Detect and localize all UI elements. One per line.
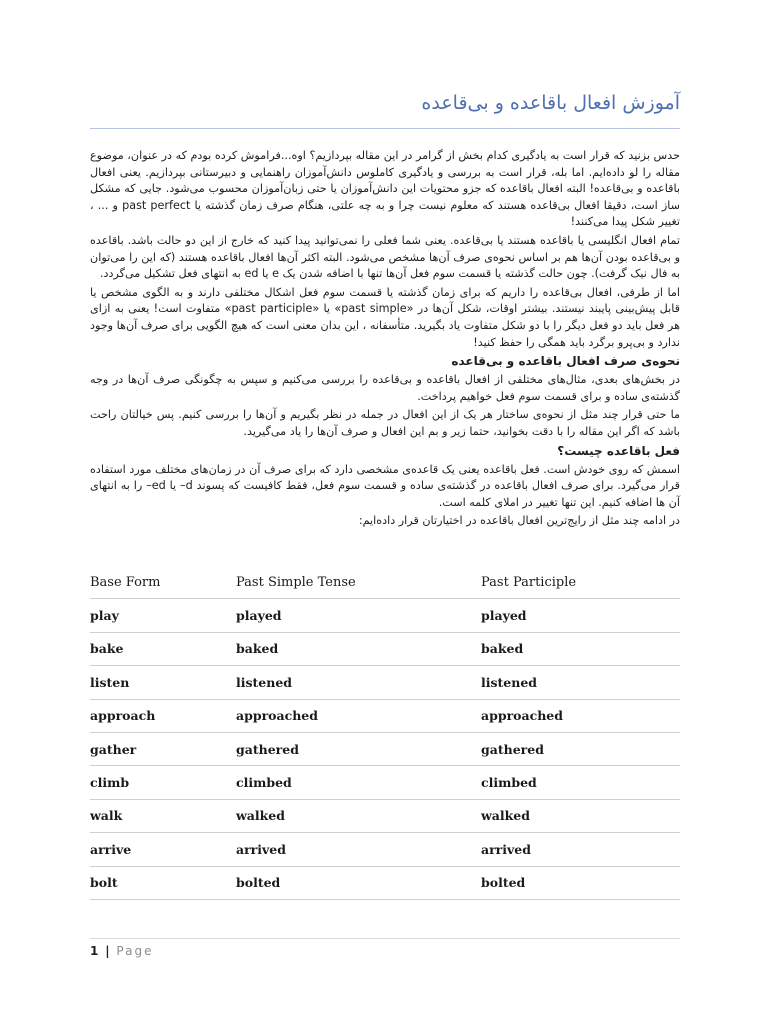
cell-base-form: climb xyxy=(90,766,236,799)
cell-past-simple: arrived xyxy=(236,833,481,866)
regular-verbs-table xyxy=(90,566,680,900)
cell-base-form: play xyxy=(90,599,236,632)
cell-past-participle: gathered xyxy=(481,732,680,765)
paragraph-regular-irregular: تمام افعال انگلیسی یا باقاعده هستند یا بی‌قاعده. یعنی شما فعلی را نمی‌توانید پیدا کنید که خارج از این دو حالت باشد. باقاعده و بی‌قاعده بودن آن‌ها هم بر اساس نحوه‌ی صرف آن‌ها مشخص می‌شود. البته اکثر آن‌ها افعال باقاعده هستند (که این را می‌توان به فال نیک گرفت). چون حالت گذشته یا قسمت سوم فعل آن‌ها تنها با اضافه شدن یک e یا ed به انتهای فعل تشکیل می‌گردد. xyxy=(90,233,680,281)
footer-separator: | xyxy=(105,944,110,958)
table-row xyxy=(90,599,680,632)
paragraph-table-intro: در ادامه چند مثل از رایج‌ترین افعال باقاعده در اختیارتان قرار داده‌ایم: xyxy=(358,514,680,528)
document-title: آموزش افعال باقاعده و بی‌قاعده xyxy=(421,92,680,114)
cell-base-form: bake xyxy=(90,632,236,665)
heading-conjugation: نحوه‌ی صرف افعال باقاعده و بی‌قاعده xyxy=(451,354,680,369)
table-row xyxy=(90,666,680,699)
table-row xyxy=(90,766,680,799)
paragraph-next-sections: در بخش‌های بعدی، مثال‌های مختلفی از افعال باقاعده و بی‌قاعده را بررسی می‌کنیم و سپس به چگونگی صرف آن‌ها در وجه گذشته‌ی ساده و برای قسمت سوم فعل خواهیم پرداخت. xyxy=(90,373,680,403)
table-row xyxy=(90,699,680,732)
table-row xyxy=(90,833,680,866)
paragraph-intro: حدس بزنید که قرار است به یادگیری کدام بخش از گرامر در این مقاله بپردازیم؟ اوه...فراموش کرده بودم که در عنوان، موضوع مقاله را لو داده‌ایم. اما بله، قرار است به بررسی و یادگیری کاملوس دانش‌آموزان راهنمایی و دبیرستانی بپردازیم. یعنی افعال باقاعده و بی‌قاعده! البته افعال باقاعده که جزو محتویات این دانش‌آموزان یا حتی زبان‌آموزان محسوب می‌شود. جایی که مشکل ساز است، دقیقا افعال بی‌قاعده هستند که معلوم نیست چرا و به چه علتی، هنگام صرف زمان گذشته یا past perfect و ... ، تغییر شکل پیدا می‌کنند! xyxy=(90,149,681,229)
page-label: Page xyxy=(116,944,154,958)
cell-past-simple: baked xyxy=(236,632,481,665)
table-row xyxy=(90,866,680,899)
cell-past-participle: climbed xyxy=(481,766,680,799)
table-row xyxy=(90,799,680,832)
paragraph-regular-definition: اسمش که روی خودش است. فعل باقاعده یعنی یک قاعده‌ی مشخصی دارد که برای صرف آن در زمان‌های مختلف مورد استفاده قرار می‌گیرد. برای صرف افعال باقاعده در گذشته‌ی ساده و قسمت سوم فعل، فقط کافیست که پسوند d– یا ed– را به انتهای آن ها اضافه کنیم. این تنها تغییر در املای کلمه است. xyxy=(90,462,680,509)
cell-base-form: walk xyxy=(90,799,236,832)
cell-base-form: bolt xyxy=(90,866,236,899)
document-body xyxy=(90,148,680,532)
cell-base-form: gather xyxy=(90,732,236,765)
table-row xyxy=(90,732,680,765)
title-underline xyxy=(90,128,680,129)
paragraph-irregular: اما از طرفی، افعال بی‌قاعده را داریم که برای زمان گذشته یا قسمت سوم فعل اشکال مختلفی دارند و به الگوی مشخص یا قابل پیش‌بینی پایبند نیستند. بیشتر اوقات، شکل آن‌ها در «past simple» یا «past participle» متفاوت است! یعنی به ازای هر فعل باید دو فعل دیگر را با دو شکل متفاوت یاد بگیرید. متأسفانه ، این بدان معنی است که هیچ الگویی برای صرف آن‌ها وجود ندارد و بی‌پرو برگرد باید همگی را حفظ کنید! xyxy=(90,285,681,349)
page-number: 1 xyxy=(90,944,99,958)
footer-divider xyxy=(90,938,680,939)
cell-past-simple: walked xyxy=(236,799,481,832)
cell-base-form: approach xyxy=(90,699,236,732)
cell-past-participle: approached xyxy=(481,699,680,732)
cell-past-simple: bolted xyxy=(236,866,481,899)
cell-past-participle: arrived xyxy=(481,833,680,866)
cell-base-form: listen xyxy=(90,666,236,699)
table-header-row xyxy=(90,566,680,599)
page-footer xyxy=(90,944,153,958)
cell-past-participle: bolted xyxy=(481,866,680,899)
cell-base-form: arrive xyxy=(90,833,236,866)
cell-past-participle: played xyxy=(481,599,680,632)
paragraph-examples: ما حتی قرار چند مثل از نحوه‌ی ساختار هر یک از این افعال در جمله در نظر بگیریم و آن‌ها را بررسی کنیم. پس خیالتان راحت باشد که اگر این مقاله را با دقت بخوانید، حتما زیر و بم این افعال و صرف آن‌ها را یاد می‌گیرید. xyxy=(90,408,680,438)
cell-past-participle: walked xyxy=(481,799,680,832)
cell-past-simple: approached xyxy=(236,699,481,732)
column-header-past-simple: Past Simple Tense xyxy=(236,566,481,599)
cell-past-simple: gathered xyxy=(236,732,481,765)
cell-past-simple: listened xyxy=(236,666,481,699)
cell-past-simple: climbed xyxy=(236,766,481,799)
table-row xyxy=(90,632,680,665)
cell-past-simple: played xyxy=(236,599,481,632)
column-header-past-participle: Past Participle xyxy=(481,566,680,599)
cell-past-participle: baked xyxy=(481,632,680,665)
heading-what-is-regular: فعل باقاعده چیست؟ xyxy=(557,443,680,458)
cell-past-participle: listened xyxy=(481,666,680,699)
column-header-base-form: Base Form xyxy=(90,566,236,599)
